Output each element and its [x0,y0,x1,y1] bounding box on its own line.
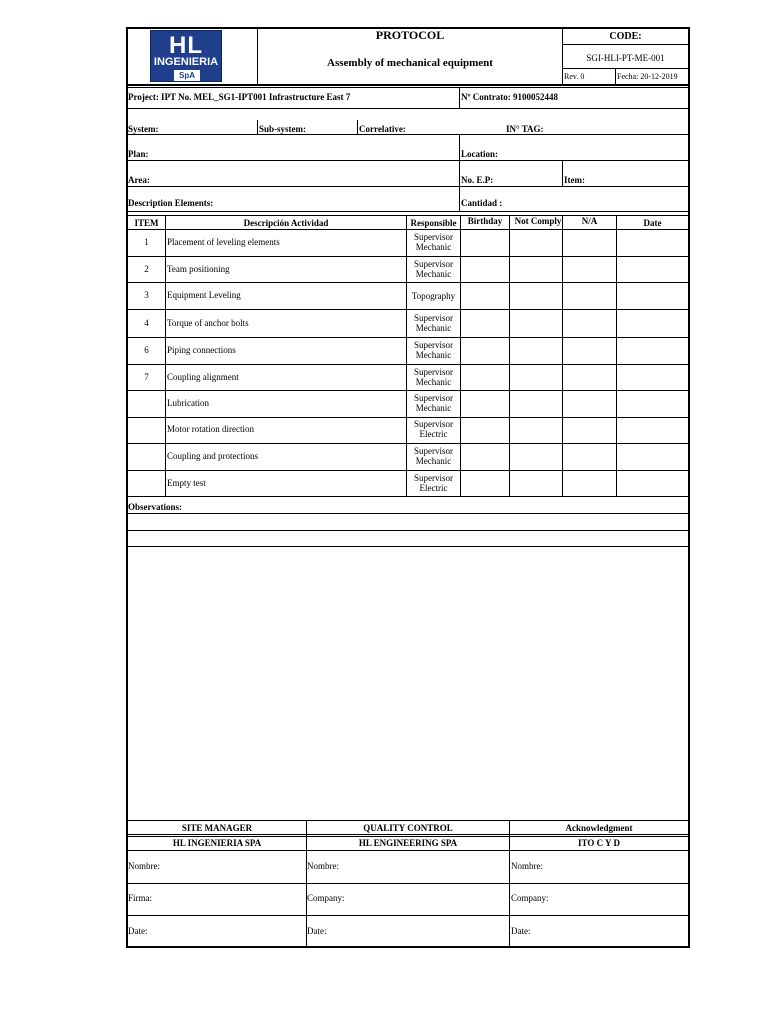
responsible-line2: Mechanic [415,350,452,360]
company-label-3: Company: [511,893,549,903]
row-activity: Torque of anchor bolts [167,318,249,328]
row-responsible [407,259,460,279]
responsible-line2: Mechanic [415,323,452,333]
company-label-2: Company: [307,893,345,903]
responsible-line1: Topography [411,291,456,301]
responsible-line2: Mechanic [415,377,452,387]
row-responsible [407,340,460,360]
responsible-line1: Supervisor [414,232,453,242]
ep-label: No. E.P: [461,175,494,185]
row-item: 1 [144,237,149,247]
logo-text: HL [169,32,203,59]
hl-ingenieria-logo [150,30,222,82]
responsible-line2: Mechanic [415,403,452,413]
responsible-line2: Mechanic [415,269,452,279]
row-responsible [407,232,460,252]
date-label-3: Date: [511,926,531,936]
row-responsible [407,291,460,301]
responsible-line2: Mechanic [415,456,452,466]
system-label: System: [128,124,159,134]
plan-label: Plan: [128,149,149,159]
page-title: PROTOCOL [375,28,445,42]
subsystem-label: Sub-system: [259,124,307,134]
responsible-line1: Supervisor [414,367,453,377]
acknowledgment-company: ITO C Y D [578,838,620,848]
location-label: Location: [461,149,498,159]
responsible-line1: Supervisor [414,313,453,323]
code-value: SGI-HLI-PT-ME-001 [586,53,665,63]
revision: Rev. 0 [564,72,585,81]
col-header-item: ITEM [134,218,159,228]
col-header-responsible: Responsible [410,218,457,228]
col-header-na: N/A [581,216,598,226]
page-subtitle: Assembly of mechanical equipment [327,57,493,69]
responsible-line1: Supervisor [414,340,453,350]
row-activity: Piping connections [167,345,236,355]
col-header-activity: Descripción Actividad [243,218,329,228]
project-label: Project: IPT No. MEL_SG1-IPT001 Infrastructure East 7 [128,92,351,102]
quality-control-title: QUALITY CONTROL [363,823,453,833]
responsible-line1: Supervisor [414,473,453,483]
nombre-label-1: Nombre: [128,861,160,871]
quality-control-company: HL ENGINEERING SPA [358,838,458,848]
code-label: CODE: [609,31,642,42]
row-responsible [407,393,460,413]
col-header-not-comply: Not Comply [514,216,562,226]
row-activity: Motor rotation direction [167,424,254,434]
responsible-line1: Supervisor [414,419,453,429]
date-label-2: Date: [307,926,327,936]
site-manager-title: SITE MANAGER [181,823,253,833]
cantidad-label: Cantidad : [461,198,503,208]
logo-suffix: SpA [174,70,200,81]
row-responsible [407,367,460,387]
description-label: Description Elements: [128,198,214,208]
row-activity: Equipment Leveling [167,290,241,300]
date-label-1: Date: [128,926,148,936]
item-label: Item: [564,175,585,185]
row-activity: Empty test [167,478,206,488]
responsible-line2: Electric [419,483,448,493]
correlative-label: Correlative: [359,124,406,134]
row-activity: Coupling alignment [167,372,239,382]
responsible-line1: Supervisor [414,393,453,403]
contrato-label: Nº Contrato: 9100052448 [461,92,558,102]
logo-subtext: INGENIERIA [153,56,219,68]
responsible-line2: Mechanic [415,242,452,252]
row-item: 3 [144,290,149,300]
row-responsible [407,473,460,493]
row-activity: Coupling and protections [167,451,258,461]
row-responsible [407,446,460,466]
acknowledgment-title: Acknowledgment [565,823,633,833]
nombre-label-3: Nombre: [511,861,543,871]
responsible-line1: Supervisor [414,259,453,269]
fecha: Fecha: 20-12-2019 [617,72,678,81]
tag-label: IN° TAG: [506,124,544,134]
nombre-label-2: Nombre: [307,861,339,871]
row-responsible [407,313,460,333]
row-activity: Lubrication [167,398,209,408]
site-manager-company: HL INGENIERIA SPA [172,838,262,848]
responsible-line1: Supervisor [414,446,453,456]
col-header-birthday: Birthday [467,216,503,226]
row-item: 6 [144,345,149,355]
observations-label: Observations: [128,502,182,512]
row-responsible [407,419,460,439]
row-item: 2 [144,264,149,274]
col-header-date: Date [643,218,662,228]
row-item: 7 [144,372,149,382]
area-label: Area: [128,175,150,185]
row-activity: Placement of leveling elements [167,237,280,247]
row-item: 4 [144,318,149,328]
row-activity: Team positioning [167,264,230,274]
firma-label: Firma: [128,893,152,903]
responsible-line2: Electric [419,429,448,439]
